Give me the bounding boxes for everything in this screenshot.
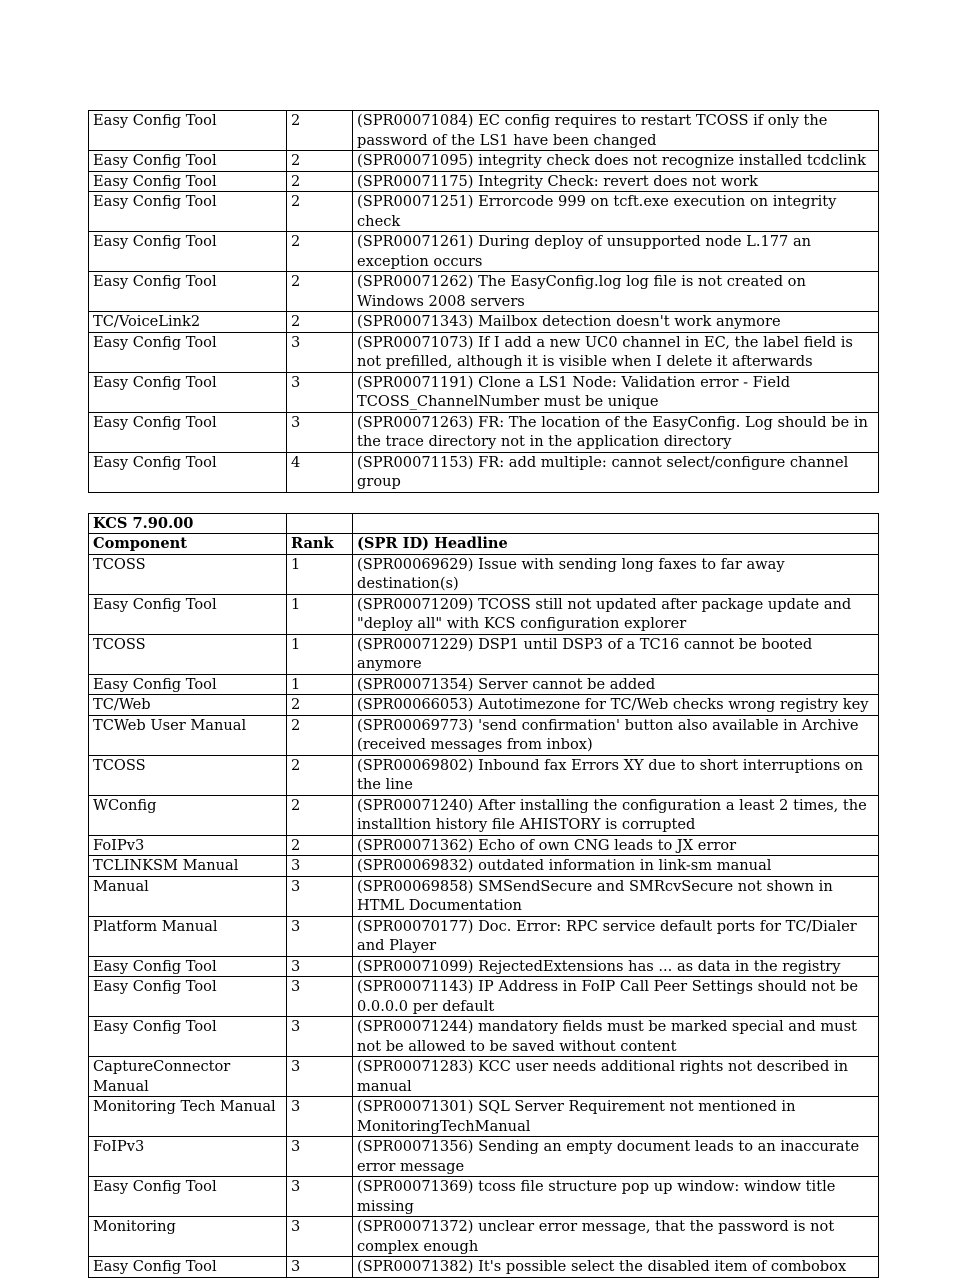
table-row xyxy=(89,916,879,956)
table-row xyxy=(89,1177,879,1217)
headline-cell: (SPR00069773) 'send confirmation' button also available in Archive (received messages from inbox) xyxy=(353,715,879,755)
table-row xyxy=(89,674,879,695)
table-row xyxy=(89,232,879,272)
component-cell: Easy Config Tool xyxy=(89,1257,287,1278)
table-row xyxy=(89,1057,879,1097)
component-cell: TC/Web xyxy=(89,695,287,716)
headline-cell: (SPR00071099) RejectedExtensions has ... as data in the registry xyxy=(353,956,879,977)
rank-cell: 1 xyxy=(287,634,353,674)
rank-cell: 3 xyxy=(287,1017,353,1057)
headline-cell: (SPR00071073) If I add a new UC0 channel in EC, the label field is not prefilled, although it is visible when I delete it afterwards xyxy=(353,332,879,372)
rank-cell: 2 xyxy=(287,835,353,856)
component-cell: Easy Config Tool xyxy=(89,1017,287,1057)
column-header-component: Component xyxy=(89,534,287,555)
rank-cell: 2 xyxy=(287,272,353,312)
table-row xyxy=(89,332,879,372)
component-cell: Monitoring xyxy=(89,1217,287,1257)
component-cell: Easy Config Tool xyxy=(89,372,287,412)
rank-cell: 3 xyxy=(287,956,353,977)
rank-cell: 2 xyxy=(287,232,353,272)
rank-cell: 3 xyxy=(287,977,353,1017)
headline-cell: (SPR00069832) outdated information in link-sm manual xyxy=(353,856,879,877)
rank-cell: 2 xyxy=(287,795,353,835)
rank-cell: 3 xyxy=(287,1217,353,1257)
rank-cell: 3 xyxy=(287,876,353,916)
headline-cell: (SPR00071356) Sending an empty document leads to an inaccurate error message xyxy=(353,1137,879,1177)
headline-cell: (SPR00071209) TCOSS still not updated after package update and "deploy all" with KCS configuration explorer xyxy=(353,594,879,634)
rank-cell: 3 xyxy=(287,856,353,877)
component-cell: TCOSS xyxy=(89,755,287,795)
component-cell: Easy Config Tool xyxy=(89,956,287,977)
component-cell: Easy Config Tool xyxy=(89,332,287,372)
headline-cell: (SPR00069802) Inbound fax Errors XY due to short interruptions on the line xyxy=(353,755,879,795)
table-spacer xyxy=(88,493,878,513)
table-row xyxy=(89,1217,879,1257)
component-cell: TCOSS xyxy=(89,634,287,674)
headline-cell: (SPR00071362) Echo of own CNG leads to JX error xyxy=(353,835,879,856)
rank-cell: 2 xyxy=(287,151,353,172)
issues-table-top-body xyxy=(89,111,879,493)
rank-cell: 3 xyxy=(287,412,353,452)
component-cell: TCLINKSM Manual xyxy=(89,856,287,877)
header-row xyxy=(89,534,879,555)
rank-cell: 2 xyxy=(287,192,353,232)
component-cell: Easy Config Tool xyxy=(89,272,287,312)
headline-cell: (SPR00071263) FR: The location of the EasyConfig. Log should be in the trace directory not in the application directory xyxy=(353,412,879,452)
table-row xyxy=(89,634,879,674)
table-row xyxy=(89,452,879,492)
table-row xyxy=(89,856,879,877)
component-cell: Manual xyxy=(89,876,287,916)
component-cell: TC/VoiceLink2 xyxy=(89,312,287,333)
issues-table-kcs-body xyxy=(89,513,879,1277)
headline-cell: (SPR00071153) FR: add multiple: cannot select/configure channel group xyxy=(353,452,879,492)
component-cell: Monitoring Tech Manual xyxy=(89,1097,287,1137)
rank-cell: 2 xyxy=(287,312,353,333)
table-row xyxy=(89,554,879,594)
rank-cell: 3 xyxy=(287,1137,353,1177)
headline-cell: (SPR00071244) mandatory fields must be marked special and must not be allowed to be saved without content xyxy=(353,1017,879,1057)
rank-cell: 2 xyxy=(287,755,353,795)
headline-cell: (SPR00071095) integrity check does not recognize installed tcdclink xyxy=(353,151,879,172)
table-row xyxy=(89,412,879,452)
document-page xyxy=(88,110,878,1278)
component-cell: Easy Config Tool xyxy=(89,977,287,1017)
headline-cell: (SPR00071369) tcoss file structure pop up window: window title missing xyxy=(353,1177,879,1217)
component-cell: Easy Config Tool xyxy=(89,594,287,634)
headline-cell: (SPR00071175) Integrity Check: revert does not work xyxy=(353,171,879,192)
component-cell: CaptureConnector Manual xyxy=(89,1057,287,1097)
component-cell: Easy Config Tool xyxy=(89,171,287,192)
table-row xyxy=(89,1017,879,1057)
component-cell: Easy Config Tool xyxy=(89,232,287,272)
headline-cell: (SPR00066053) Autotimezone for TC/Web checks wrong registry key xyxy=(353,695,879,716)
issues-table-kcs xyxy=(88,513,879,1278)
table-row xyxy=(89,312,879,333)
headline-cell: (SPR00071354) Server cannot be added xyxy=(353,674,879,695)
table-row xyxy=(89,876,879,916)
table-row xyxy=(89,795,879,835)
component-cell: TCOSS xyxy=(89,554,287,594)
headline-cell: (SPR00071191) Clone a LS1 Node: Validation error - Field TCOSS_ChannelNumber must be unique xyxy=(353,372,879,412)
rank-cell: 3 xyxy=(287,916,353,956)
table-row xyxy=(89,272,879,312)
component-cell: Easy Config Tool xyxy=(89,452,287,492)
table-row xyxy=(89,171,879,192)
column-header-rank: Rank xyxy=(287,534,353,555)
component-cell: Easy Config Tool xyxy=(89,151,287,172)
headline-cell: (SPR00071262) The EasyConfig.log log file is not created on Windows 2008 servers xyxy=(353,272,879,312)
component-cell: Easy Config Tool xyxy=(89,674,287,695)
issues-table-top xyxy=(88,110,879,493)
rank-cell: 3 xyxy=(287,1177,353,1217)
rank-cell: 1 xyxy=(287,674,353,695)
table-row xyxy=(89,1257,879,1278)
column-header-headline: (SPR ID) Headline xyxy=(353,534,879,555)
component-cell: Easy Config Tool xyxy=(89,412,287,452)
table-row xyxy=(89,1137,879,1177)
table-row xyxy=(89,755,879,795)
table-row xyxy=(89,715,879,755)
component-cell: FoIPv3 xyxy=(89,1137,287,1177)
rank-cell: 1 xyxy=(287,554,353,594)
rank-cell: 3 xyxy=(287,1097,353,1137)
rank-cell: 2 xyxy=(287,111,353,151)
version-row xyxy=(89,513,879,534)
version-label: KCS 7.90.00 xyxy=(89,513,287,534)
headline-cell: (SPR00071229) DSP1 until DSP3 of a TC16 cannot be booted anymore xyxy=(353,634,879,674)
headline-cell: (SPR00070177) Doc. Error: RPC service default ports for TC/Dialer and Player xyxy=(353,916,879,956)
table-row xyxy=(89,835,879,856)
headline-cell: (SPR00071143) IP Address in FoIP Call Peer Settings should not be 0.0.0.0 per default xyxy=(353,977,879,1017)
rank-cell: 2 xyxy=(287,695,353,716)
component-cell: Easy Config Tool xyxy=(89,192,287,232)
rank-cell: 4 xyxy=(287,452,353,492)
rank-cell: 3 xyxy=(287,1057,353,1097)
table-row xyxy=(89,111,879,151)
component-cell: Easy Config Tool xyxy=(89,111,287,151)
rank-cell: 3 xyxy=(287,372,353,412)
component-cell: TCWeb User Manual xyxy=(89,715,287,755)
table-row xyxy=(89,956,879,977)
table-row xyxy=(89,1097,879,1137)
table-row xyxy=(89,151,879,172)
table-row xyxy=(89,192,879,232)
headline-cell: (SPR00071301) SQL Server Requirement not mentioned in MonitoringTechManual xyxy=(353,1097,879,1137)
rank-cell: 2 xyxy=(287,715,353,755)
table-row xyxy=(89,372,879,412)
component-cell: Easy Config Tool xyxy=(89,1177,287,1217)
version-empty-cell xyxy=(353,513,879,534)
table-row xyxy=(89,695,879,716)
rank-cell: 3 xyxy=(287,1257,353,1278)
headline-cell: (SPR00071251) Errorcode 999 on tcft.exe execution on integrity check xyxy=(353,192,879,232)
headline-cell: (SPR00069858) SMSendSecure and SMRcvSecure not shown in HTML Documentation xyxy=(353,876,879,916)
headline-cell: (SPR00069629) Issue with sending long faxes to far away destination(s) xyxy=(353,554,879,594)
component-cell: FoIPv3 xyxy=(89,835,287,856)
rank-cell: 3 xyxy=(287,332,353,372)
headline-cell: (SPR00071261) During deploy of unsupported node L.177 an exception occurs xyxy=(353,232,879,272)
rank-cell: 1 xyxy=(287,594,353,634)
table-row xyxy=(89,977,879,1017)
component-cell: WConfig xyxy=(89,795,287,835)
headline-cell: (SPR00071343) Mailbox detection doesn't work anymore xyxy=(353,312,879,333)
rank-cell: 2 xyxy=(287,171,353,192)
headline-cell: (SPR00071372) unclear error message, that the password is not complex enough xyxy=(353,1217,879,1257)
table-row xyxy=(89,594,879,634)
version-empty-cell xyxy=(287,513,353,534)
headline-cell: (SPR00071240) After installing the configuration a least 2 times, the installtion history file AHISTORY is corrupted xyxy=(353,795,879,835)
headline-cell: (SPR00071283) KCC user needs additional rights not described in manual xyxy=(353,1057,879,1097)
component-cell: Platform Manual xyxy=(89,916,287,956)
headline-cell: (SPR00071382) It's possible select the disabled item of combobox xyxy=(353,1257,879,1278)
headline-cell: (SPR00071084) EC config requires to restart TCOSS if only the password of the LS1 have been changed xyxy=(353,111,879,151)
